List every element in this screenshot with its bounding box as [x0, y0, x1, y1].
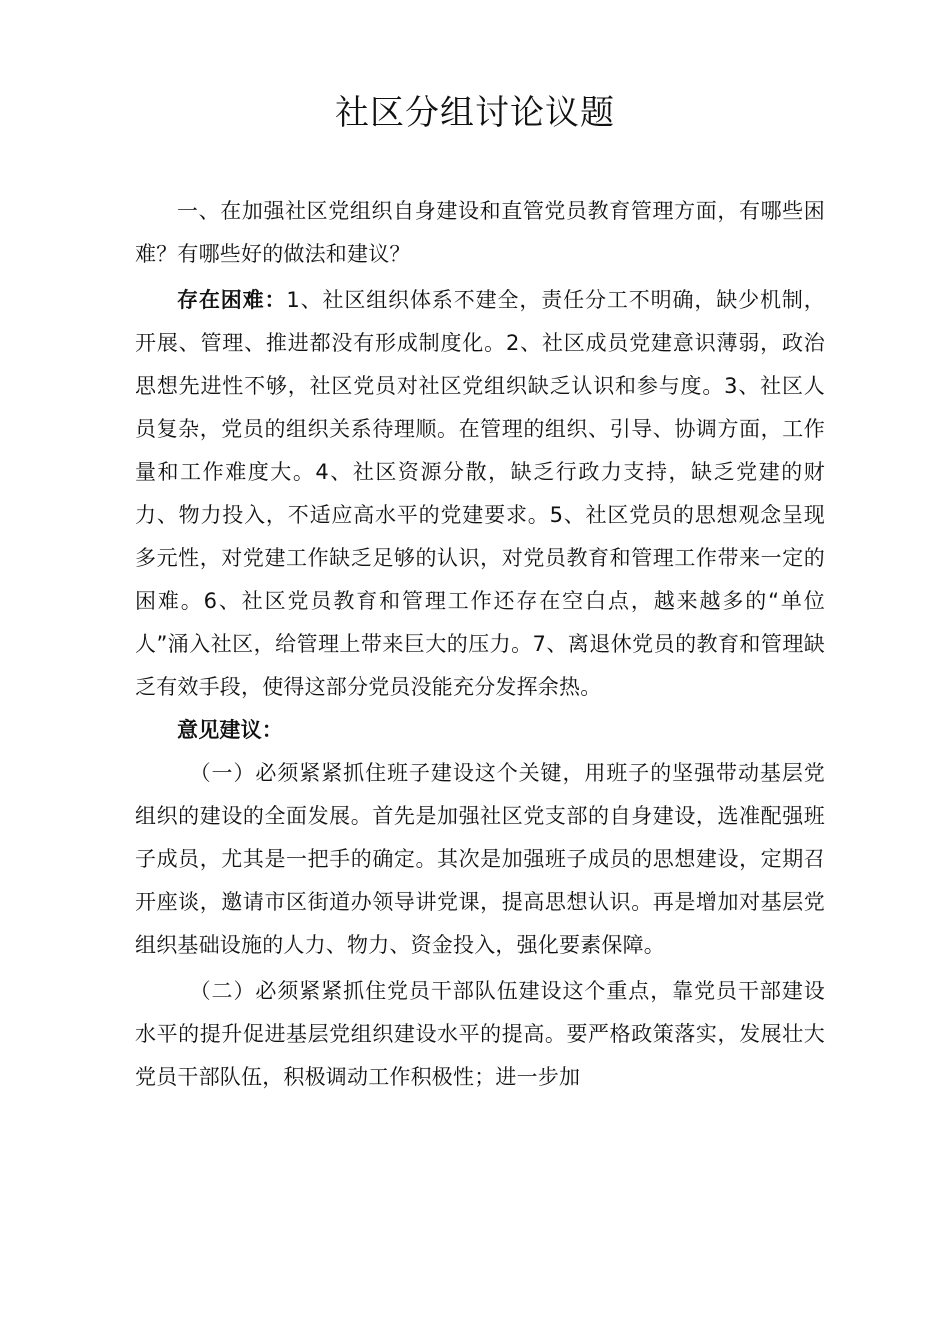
suggestions-label: 意见建议： — [177, 718, 283, 742]
difficulties-text: 1、社区组织体系不建全，责任分工不明确，缺少机制，开展、管理、推进都没有形成制度化。2、社区成员党建意识薄弱，政治思想先进性不够，社区党员对社区党组织缺乏认识和参与度。3、社区人员复杂，党员的组织关系待理顺。在管理的组织、引导、协调方面，工作量和工作难度大。4、社区资源分散，缺乏行政力支持，缺乏党建的财力、物力投入，不适应高水平的党建要求。5、社区党员的思想观念呈现多元性，对党建工作缺乏足够的认识，对党员教育和管理工作带来一定的困难。6、社区党员教育和管理工作还存在空白点，越来越多的“单位人”涌入社区，给管理上带来巨大的压力。7、离退休党员的教育和管理缺乏有效手段，使得这部分党员没能充分发挥余热。 — [135, 288, 826, 699]
suggestion-item-2: （二）必须紧紧抓住党员干部队伍建设这个重点，靠党员干部建设水平的提升促进基层党组织建设水平的提高。要严格政策落实，发展壮大党员干部队伍，积极调动工作积极性；进一步加 — [135, 979, 825, 1089]
difficulties-label: 存在困难： — [177, 288, 287, 312]
suggestion-item-1: （一）必须紧紧抓住班子建设这个关键，用班子的坚强带动基层党组织的建设的全面发展。首先是加强社区党支部的自身建设，选准配强班子成员，尤其是一把手的确定。其次是加强班子成员的思想建设，定期召开座谈，邀请市区街道办领导讲党课，提高思想认识。再是增加对基层党组织基础设施的人力、物力、资金投入，强化要素保障。 — [135, 761, 825, 957]
discussion-question: 一、在加强社区党组织自身建设和直管党员教育管理方面，有哪些困难？有哪些好的做法和建议？ — [135, 199, 825, 266]
document-body — [135, 190, 825, 1099]
suggestions-heading — [135, 709, 825, 752]
document-title: 社区分组讨论议题 — [335, 93, 615, 133]
difficulties-paragraph — [135, 279, 825, 709]
